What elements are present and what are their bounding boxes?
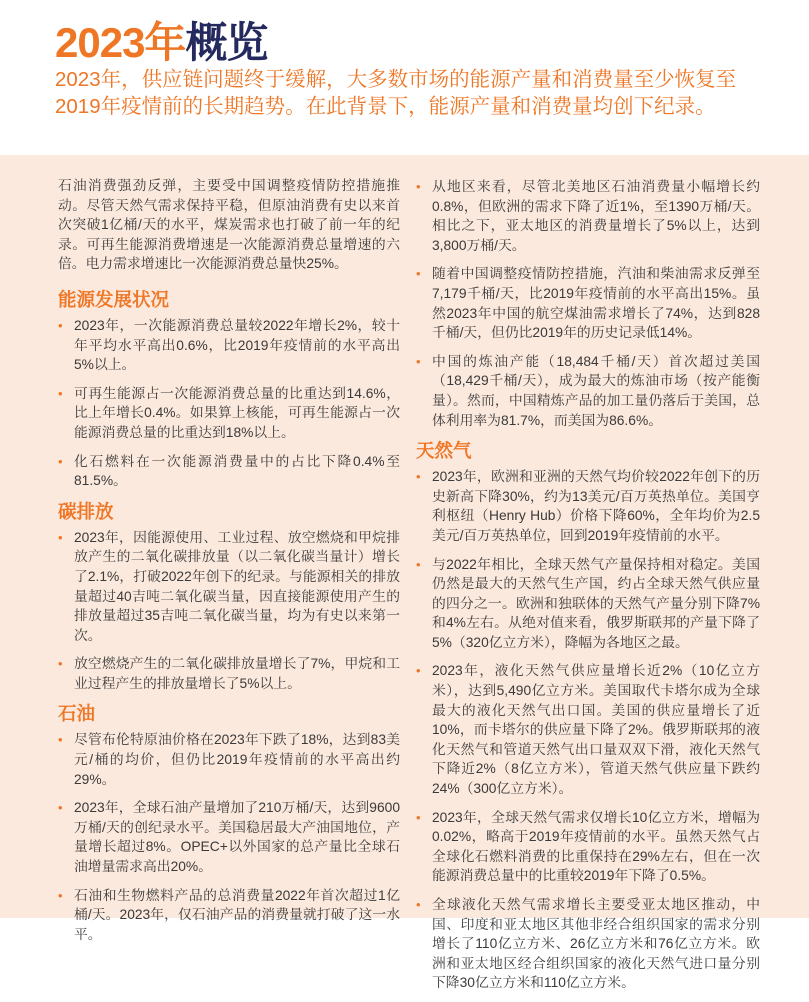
list-item-text: 全球液化天然气需求增长主要受亚太地区推动，中国、印度和亚太地区其他非经合组织国家的需求分别增长了110亿立方米、26亿立方米和76亿立方米。欧洲和亚太地区经合组织国家的液化天然气进口量分别下降30亿立方米和110亿立方米。 xyxy=(432,897,760,991)
left-column xyxy=(58,176,400,953)
list-item xyxy=(58,730,400,789)
bullet-icon: • xyxy=(416,897,421,912)
list-item-text: 2023年，液化天然气供应量增长近2%（10亿立方米），达到5,490亿立方米。美国取代卡塔尔成为全球最大的液化天然气出口国。美国的供应量增长了近10%，而卡塔尔的供应量下降了2%。俄罗斯联邦的液化天然气和管道天然气出口量双双下滑，液化天然气下降近2%（8亿立方米），管道天然气供应量下跌约24%（300亿立方米）。 xyxy=(432,663,760,797)
bullet-icon: • xyxy=(416,809,421,825)
bullet-icon: • xyxy=(416,556,421,572)
list-item xyxy=(416,264,760,342)
list-item xyxy=(416,467,760,545)
oil-list-continued xyxy=(416,177,760,430)
carbon-list xyxy=(58,528,400,694)
title-overview: 概览 xyxy=(185,19,268,66)
list-item xyxy=(58,654,400,693)
list-item-text: 与2022年相比，全球天然气产量保持相对稳定。美国仍然是最大的天然气生产国，约占全球天然气供应量的四分之一。欧洲和独联体的天然气产量分别下降7%和4%左右。从绝对值来看，俄罗斯联邦的产量下降了5%（320亿立方米），降幅为各地区之最。 xyxy=(432,556,760,650)
bullet-icon: • xyxy=(58,453,63,469)
list-item-text: 可再生能源占一次能源消费总量的比重达到14.6%，比上年增长0.4%。如果算上核能，可再生能源占一次能源消费总量的比重达到18%以上。 xyxy=(74,385,400,440)
list-item xyxy=(58,886,400,945)
section-heading-gas: 天然气 xyxy=(416,440,472,462)
list-item-text: 2023年，全球天然气需求仅增长10亿立方米，增幅为0.02%，略高于2019年疫情前的水平。虽然天然气占全球化石燃料消费的比重保持在29%左右，但在一次能源消费总量中的比重较2019年下降了0.5%。 xyxy=(432,809,760,884)
bullet-icon: • xyxy=(416,266,421,282)
bullet-icon: • xyxy=(58,887,63,903)
list-item xyxy=(416,177,760,255)
list-item xyxy=(416,661,760,798)
list-item-text: 2023年，一次能源消费总量较2022年增长2%，较十年平均水平高出0.6%，比2019年疫情前的水平高出5%以上。 xyxy=(74,317,400,373)
list-item-text: 2023年，因能源使用、工业过程、放空燃烧和甲烷排放产生的二氧化碳排放量（以二氧化碳当量计）增长了2.1%，打破2022年创下的纪录。与能源相关的排放量超过40吉吨二氧化碳当量，因直接能源使用产生的排放量超过35吉吨二氧化碳当量，均为有史以来第一次。 xyxy=(74,529,400,643)
list-item-text: 石油和生物燃料产品的总消费量2022年首次超过1亿桶/天。2023年，仅石油产品的消费量就打破了这一水平。 xyxy=(74,887,400,942)
bullet-icon: • xyxy=(416,179,421,194)
page-title xyxy=(55,10,267,70)
bullet-icon: • xyxy=(58,800,63,816)
list-item xyxy=(58,384,400,443)
bullet-icon: • xyxy=(58,529,63,545)
title-year: 2023年 xyxy=(55,19,186,66)
section-heading-carbon: 碳排放 xyxy=(58,500,114,522)
gas-list xyxy=(416,467,760,993)
list-item xyxy=(58,316,400,375)
list-item-text: 2023年，全球石油产量增加了210万桶/天，达到9600万桶/天的创纪录水平。美国稳居最大产油国地位，产量增长超过8%。OPEC+以外国家的总产量比全球石油增量需求高出20%。 xyxy=(74,800,400,875)
bullet-icon: • xyxy=(416,663,421,679)
list-item-text: 从地区来看，尽管北美地区石油消费量小幅增长约0.8%，但欧洲的需求下降了近1%，至1390万桶/天。相比之下，亚太地区的消费量增长了5%以上，达到3,800万桶/天。 xyxy=(432,179,760,253)
list-item-text: 中国的炼油产能（18,484千桶/天）首次超过美国（18,429千桶/天），成为最大的炼油市场（按产能衡量）。然而，中国精炼产品的加工量仍落后于美国，总体利用率为81.7%，而美国为86.6%。 xyxy=(432,353,760,428)
list-item-text: 随着中国调整疫情防控措施，汽油和柴油需求反弹至7,179千桶/天，比2019年疫情前的水平高出15%。虽然2023年中国的航空煤油需求增长了74%，达到828千桶/天，但仍比2019年的历史记录低14%。 xyxy=(432,266,760,341)
bullet-icon: • xyxy=(58,656,63,672)
right-column xyxy=(416,177,760,1002)
section-heading-energy: 能源发展状况 xyxy=(58,288,170,310)
bullet-icon: • xyxy=(58,732,63,748)
list-item-text: 尽管布伦特原油价格在2023年下跌了18%，达到83美元/桶的均价，但仍比2019年疫情前的水平高出约29%。 xyxy=(74,732,400,787)
list-item-text: 化石燃料在一次能源消费量中的占比下降0.4%至81.5%。 xyxy=(74,453,400,489)
bullet-icon: • xyxy=(416,353,421,369)
bullet-icon: • xyxy=(58,317,63,333)
list-item xyxy=(58,528,400,646)
bullet-icon: • xyxy=(416,469,421,485)
energy-list xyxy=(58,316,400,491)
page-header xyxy=(0,0,809,155)
intro-paragraph: 石油消费强劲反弹，主要受中国调整疫情防控措施推动。尽管天然气需求保持平稳，但原油消费有史以来首次突破1亿桶/天的水平，煤炭需求也打破了前一年的纪录。可再生能源消费增速是一次能源消费总量增速的六倍。电力需求增速比一次能源消费总量快25%。 xyxy=(58,178,400,272)
list-item xyxy=(58,452,400,491)
bullet-icon: • xyxy=(58,385,63,401)
list-item xyxy=(416,895,760,993)
content-area xyxy=(0,155,809,991)
page-subtitle: 2023年，供应链问题终于缓解，大多数市场的能源产量和消费量至少恢复至2019年疫情前的长期趋势。在此背景下，能源产量和消费量均创下纪录。 xyxy=(55,68,737,118)
list-item xyxy=(416,352,760,430)
section-heading-oil: 石油 xyxy=(58,703,96,725)
oil-list xyxy=(58,730,400,944)
list-item xyxy=(416,555,760,653)
list-item-text: 放空燃烧产生的二氧化碳排放量增长了7%，甲烷和工业过程产生的排放量增长了5%以上。 xyxy=(74,656,400,691)
list-item-text: 2023年，欧洲和亚洲的天然气均价较2022年创下的历史新高下降30%，约为13美元/百万英热单位。美国亨利枢纽（Henry Hub）价格下降60%，全年均价为2.5美元/百万英热单位，回到2019年疫情前的水平。 xyxy=(432,469,760,543)
list-item xyxy=(58,798,400,876)
list-item xyxy=(416,808,760,886)
